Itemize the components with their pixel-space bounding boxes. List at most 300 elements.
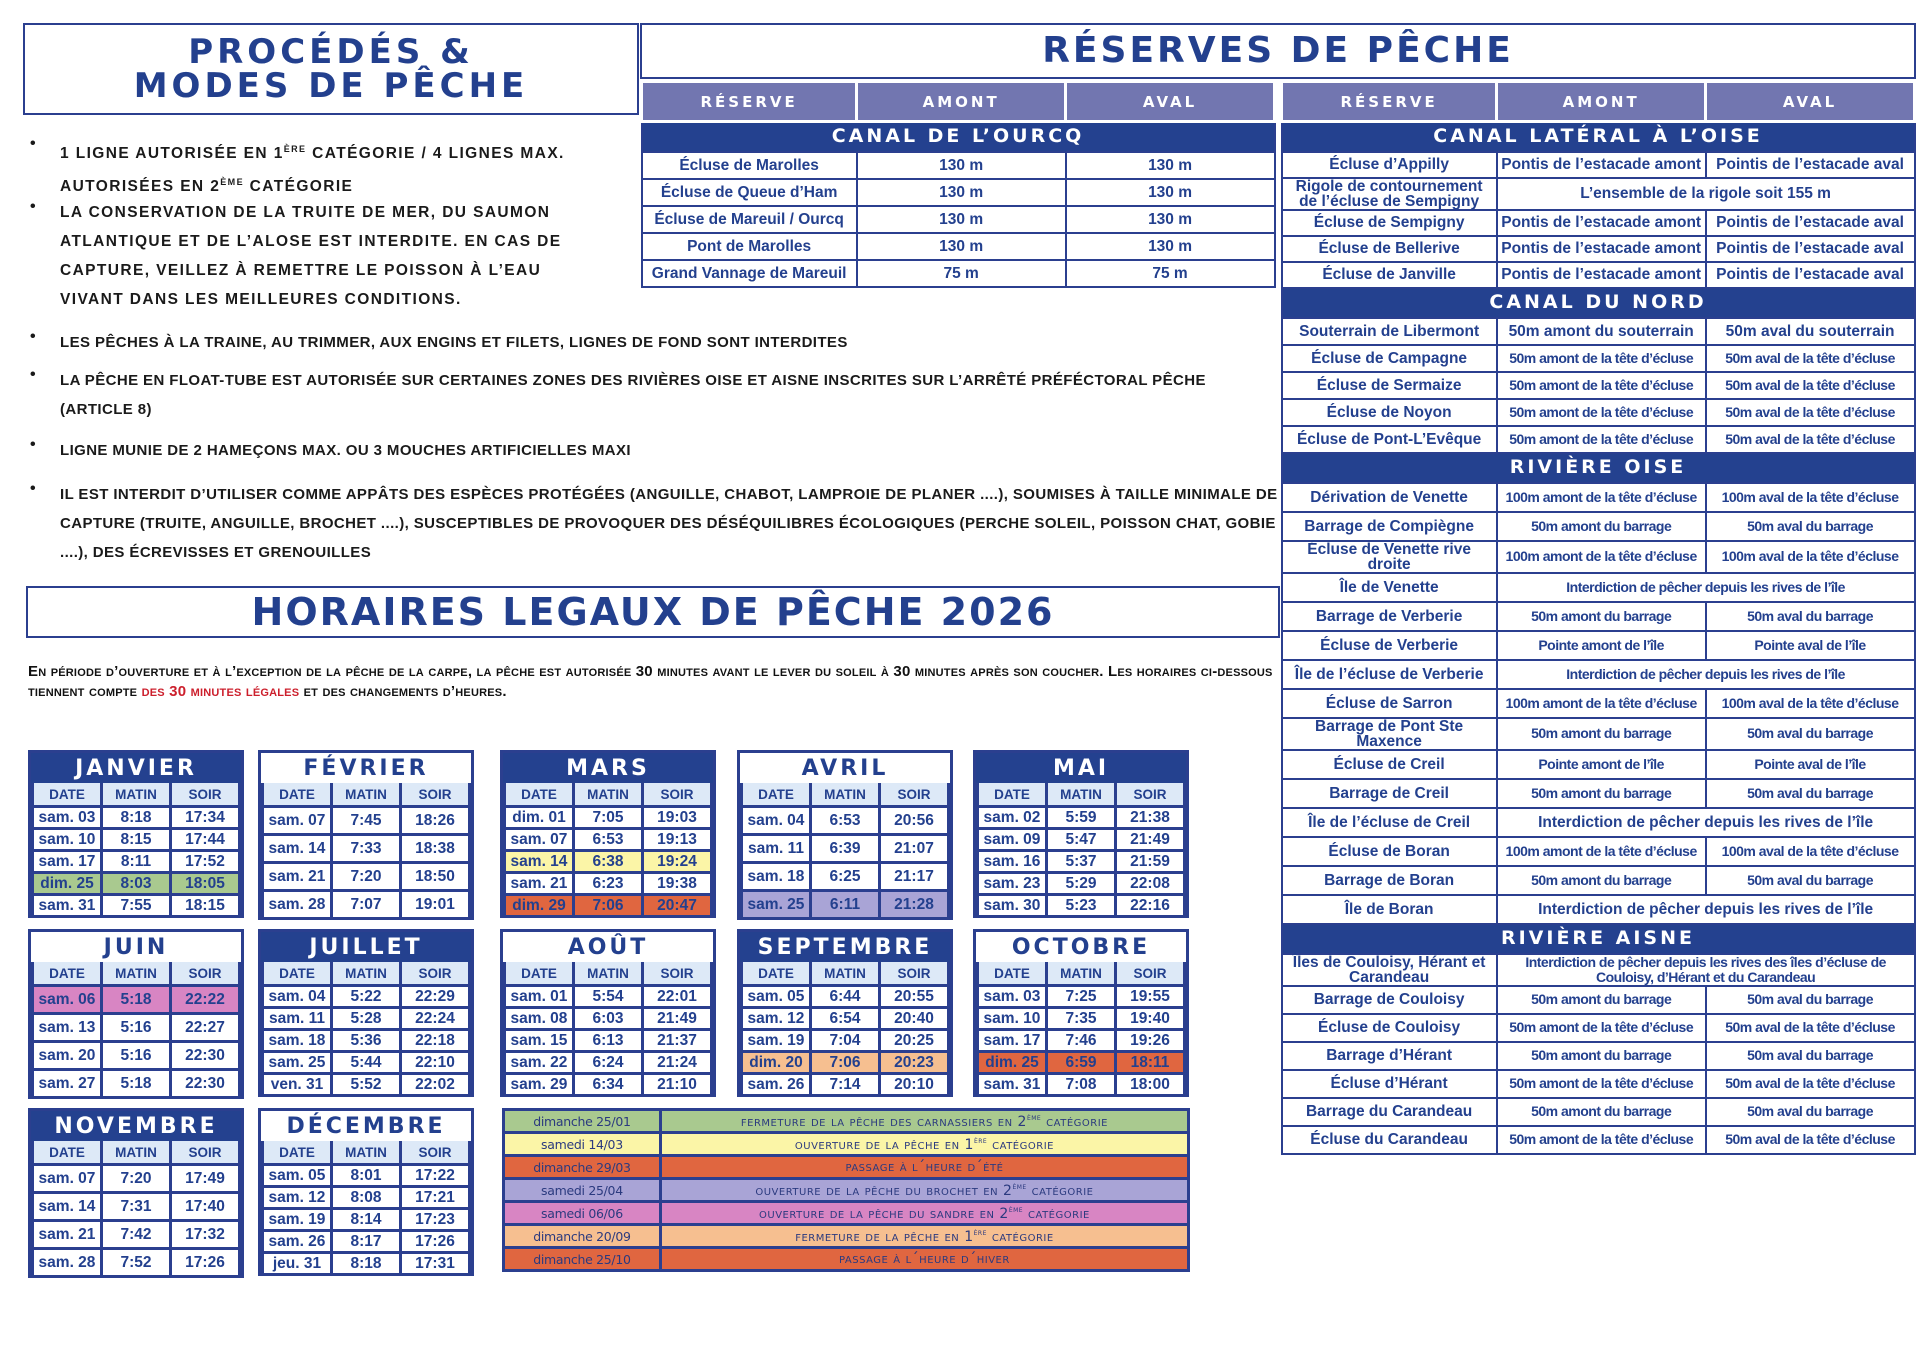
month-name: AOÛT xyxy=(503,932,713,962)
reserve-amont: 50m amont du barrage xyxy=(1497,986,1706,1014)
time-row xyxy=(506,1075,710,1094)
reserve-amont: 50m amont de la tête d’écluse xyxy=(1497,345,1706,372)
rule-text: LA CONSERVATION DE LA TRUITE DE MER, DU SAUMON ATLANTIQUE ET DE L’ALOSE EST INTERDITE. EN CAS DE CAPTURE, VEILLEZ À REMETTRE LE POISSON À L’EAU VIVANT DANS LES MEILLEURES CONDITIONS. xyxy=(60,204,562,308)
time-row xyxy=(34,896,238,915)
cell-matin: 6:25 xyxy=(812,864,878,889)
reserve-aval: 50m aval de la tête d’écluse xyxy=(1706,426,1915,453)
col-header-date: DATE xyxy=(506,962,572,984)
reserve-aval: 100m aval de la tête d’écluse xyxy=(1706,837,1915,866)
reserve-aval: 50m aval de la tête d’écluse xyxy=(1706,372,1915,399)
reserve-row xyxy=(1282,512,1915,541)
cell-date: sam. 04 xyxy=(264,987,330,1006)
rule-text: LIGNE MUNIE DE 2 HAMEÇONS MAX. OU 3 MOUCHES ARTIFICIELLES MAXI xyxy=(60,442,631,459)
cell-date: sam. 03 xyxy=(34,808,100,827)
reserve-extent: Interdiction de pêcher depuis les rives des îles d’écluse de Couloisy, d’Hérant et du Carandeau xyxy=(1497,954,1915,986)
cell-matin: 8:08 xyxy=(333,1188,399,1207)
reserve-amont: 50m amont du barrage xyxy=(1497,718,1706,750)
col-header-matin: MATIN xyxy=(103,1141,169,1163)
col-header-date: DATE xyxy=(264,1141,330,1163)
month-header-row xyxy=(506,783,710,805)
reserve-row xyxy=(1282,1014,1915,1042)
reserve-row xyxy=(1282,483,1915,512)
reserve-amont: Pointe amont de l’île xyxy=(1497,631,1706,660)
reserve-amont: 100m amont de la tête d’écluse xyxy=(1497,837,1706,866)
cell-matin: 8:18 xyxy=(103,808,169,827)
reserve-name: Barrage de Verberie xyxy=(1282,602,1497,631)
cell-soir: 17:26 xyxy=(172,1250,238,1275)
cell-date: sam. 25 xyxy=(743,892,809,917)
cell-matin: 8:14 xyxy=(333,1210,399,1229)
cell-date: sam. 17 xyxy=(979,1031,1045,1050)
cell-date: sam. 31 xyxy=(34,896,100,915)
reserve-amont: 50m amont de la tête d’écluse xyxy=(1497,1014,1706,1042)
reserve-aval: 75 m xyxy=(1066,260,1275,287)
time-row xyxy=(506,852,710,871)
reserve-name: Écluse de Sermaize xyxy=(1282,372,1497,399)
event-date: dimanche 25/01 xyxy=(505,1111,662,1131)
reserve-name: Dérivation de Venette xyxy=(1282,483,1497,512)
col-header-matin: MATIN xyxy=(333,962,399,984)
cell-date: sam. 07 xyxy=(506,830,572,849)
cell-soir: 18:15 xyxy=(172,896,238,915)
cell-soir: 19:01 xyxy=(402,892,468,917)
cell-date: sam. 07 xyxy=(34,1166,100,1191)
time-row xyxy=(506,830,710,849)
cell-matin: 8:01 xyxy=(333,1166,399,1185)
time-row xyxy=(979,1075,1183,1094)
cell-date: sam. 10 xyxy=(979,1009,1045,1028)
reserve-aval: 50m aval du barrage xyxy=(1706,602,1915,631)
cell-soir: 19:24 xyxy=(644,852,710,871)
reserve-name: Écluse de Verberie xyxy=(1282,631,1497,660)
cell-soir: 22:22 xyxy=(172,987,238,1012)
reserve-name: Pont de Marolles xyxy=(642,233,857,260)
reserve-extent: Interdiction de pêcher depuis les rives de l’île xyxy=(1497,573,1915,602)
cell-matin: 5:22 xyxy=(333,987,399,1006)
reserves-title: RÉSERVES DE PÊCHE xyxy=(1042,30,1514,71)
cell-matin: 7:55 xyxy=(103,896,169,915)
cell-matin: 5:36 xyxy=(333,1031,399,1050)
reserve-aval: 50m aval de la tête d’écluse xyxy=(1706,1014,1915,1042)
time-row xyxy=(979,1031,1183,1050)
reserve-aval: 100m aval de la tête d’écluse xyxy=(1706,483,1915,512)
cell-soir: 20:47 xyxy=(644,896,710,915)
reserve-name: Écluse de Sarron xyxy=(1282,689,1497,718)
cell-date: ven. 31 xyxy=(264,1075,330,1094)
event-date: dimanche 20/09 xyxy=(505,1226,662,1246)
time-row xyxy=(264,836,468,861)
month-table xyxy=(973,750,1189,918)
event-row xyxy=(505,1111,1187,1131)
reserve-name: Écluse de Pont-L’Evêque xyxy=(1282,426,1497,453)
cell-date: sam. 07 xyxy=(264,808,330,833)
reserve-aval: 50m aval du barrage xyxy=(1706,779,1915,808)
time-row xyxy=(979,874,1183,893)
reserve-amont: 50m amont de la tête d’écluse xyxy=(1497,399,1706,426)
reserve-name: Écluse du Carandeau xyxy=(1282,1126,1497,1154)
reserve-row xyxy=(1282,236,1915,262)
reserve-name: Écluse de Mareuil / Ourcq xyxy=(642,206,857,233)
reserve-name: Écluse de Couloisy xyxy=(1282,1014,1497,1042)
procedes-title xyxy=(133,32,529,106)
cell-soir: 17:40 xyxy=(172,1194,238,1219)
reserve-aval: 50m aval de la tête d’écluse xyxy=(1706,1070,1915,1098)
reserve-extent: Interdiction de pêcher depuis les rives de l’île xyxy=(1497,895,1915,924)
cell-soir: 17:49 xyxy=(172,1166,238,1191)
event-row xyxy=(505,1203,1187,1223)
cell-date: sam. 11 xyxy=(264,1009,330,1028)
reserve-amont: 50m amont de la tête d’écluse xyxy=(1497,372,1706,399)
cell-date: sam. 12 xyxy=(743,1009,809,1028)
reserve-row xyxy=(1282,660,1915,689)
reserve-aval: 130 m xyxy=(1066,233,1275,260)
month-name: OCTOBRE xyxy=(976,932,1186,962)
cell-matin: 6:34 xyxy=(575,1075,641,1094)
reserve-name: Grand Vannage de Mareuil xyxy=(642,260,857,287)
col-header-matin: MATIN xyxy=(812,962,878,984)
cell-matin: 6:53 xyxy=(812,808,878,833)
rule-item xyxy=(30,328,1280,357)
cell-soir: 18:26 xyxy=(402,808,468,833)
cell-matin: 7:25 xyxy=(1048,987,1114,1006)
cell-matin: 5:29 xyxy=(1048,874,1114,893)
time-row xyxy=(264,808,468,833)
event-label: fermeture de la pêche des carnassiers en 2ème catégorie xyxy=(662,1111,1187,1131)
reserve-amont: Pointe amont de l’île xyxy=(1497,750,1706,779)
reserves-table-right xyxy=(1280,80,1916,1155)
reserve-amont: 50m amont du barrage xyxy=(1497,1042,1706,1070)
time-row xyxy=(264,864,468,889)
time-row xyxy=(264,1210,468,1229)
cell-matin: 7:33 xyxy=(333,836,399,861)
month-table xyxy=(737,929,953,1097)
col-header-date: DATE xyxy=(743,962,809,984)
reserve-row xyxy=(1282,602,1915,631)
cell-matin: 7:06 xyxy=(812,1053,878,1072)
cell-soir: 21:38 xyxy=(1117,808,1183,827)
month-table xyxy=(973,929,1189,1097)
reserve-name: Îles de Couloisy, Hérant et Carandeau xyxy=(1282,954,1497,986)
cell-date: sam. 18 xyxy=(264,1031,330,1050)
time-row xyxy=(34,1250,238,1275)
cell-matin: 5:28 xyxy=(333,1009,399,1028)
time-row xyxy=(979,896,1183,915)
cell-soir: 17:23 xyxy=(402,1210,468,1229)
reserve-row xyxy=(1282,718,1915,750)
reserve-row xyxy=(1282,178,1915,210)
cell-date: sam. 19 xyxy=(264,1210,330,1229)
cell-matin: 7:20 xyxy=(103,1166,169,1191)
reserve-amont: 130 m xyxy=(857,179,1066,206)
cell-matin: 5:44 xyxy=(333,1053,399,1072)
cell-date: sam. 08 xyxy=(506,1009,572,1028)
month-header-row xyxy=(743,962,947,984)
cell-date: dim. 29 xyxy=(506,896,572,915)
reserve-aval: 100m aval de la tête d’écluse xyxy=(1706,541,1915,573)
reserve-row xyxy=(642,206,1275,233)
reserve-extent: Interdiction de pêcher depuis les rives de l’île xyxy=(1497,660,1915,689)
reserve-row xyxy=(1282,541,1915,573)
reserve-row xyxy=(1282,895,1915,924)
time-row xyxy=(34,987,238,1012)
reserve-amont: 100m amont de la tête d’écluse xyxy=(1497,541,1706,573)
month-name: AVRIL xyxy=(740,753,950,783)
cell-matin: 7:31 xyxy=(103,1194,169,1219)
col-header-aval: AVAL xyxy=(1066,82,1275,122)
procedes-title-line2: MODES DE PÊCHE xyxy=(133,66,529,106)
cell-soir: 21:24 xyxy=(644,1053,710,1072)
month-name: JUIN xyxy=(31,932,241,962)
event-date: samedi 06/06 xyxy=(505,1203,662,1223)
month-header-row xyxy=(264,962,468,984)
time-row xyxy=(264,1232,468,1251)
reserve-row xyxy=(1282,689,1915,718)
col-header-soir: SOIR xyxy=(1117,962,1183,984)
reserve-name: Barrage du Carandeau xyxy=(1282,1098,1497,1126)
cell-matin: 5:18 xyxy=(103,1071,169,1096)
event-label: fermeture de la pêche en 1ère catégorie xyxy=(662,1226,1187,1246)
cell-soir: 18:50 xyxy=(402,864,468,889)
time-row xyxy=(979,852,1183,871)
cell-date: sam. 03 xyxy=(979,987,1045,1006)
cell-date: sam. 16 xyxy=(979,852,1045,871)
reserve-aval: Pointis de l’estacade aval xyxy=(1706,210,1915,236)
cell-matin: 6:38 xyxy=(575,852,641,871)
col-header-date: DATE xyxy=(979,783,1045,805)
time-row xyxy=(264,1009,468,1028)
cell-matin: 7:52 xyxy=(103,1250,169,1275)
reserve-aval: 50m aval du souterrain xyxy=(1706,318,1915,345)
cell-soir: 17:21 xyxy=(402,1188,468,1207)
rule-item xyxy=(30,480,1280,567)
rule-text: 1 LIGNE AUTORISÉE EN 1ÈRE CATÉGORIE / 4 LIGNES MAX. AUTORISÉES EN 2ÈME CATÉGORIE xyxy=(60,144,565,195)
reserve-aval: Pointis de l’estacade aval xyxy=(1706,262,1915,288)
reserve-name: Rigole de contournement de l’écluse de Sempigny xyxy=(1282,178,1497,210)
reserve-name: Barrage de Compiègne xyxy=(1282,512,1497,541)
reserve-aval: 50m aval de la tête d’écluse xyxy=(1706,399,1915,426)
procedes-title-box xyxy=(23,23,639,115)
col-header-soir: SOIR xyxy=(402,783,468,805)
col-header-matin: MATIN xyxy=(1048,962,1114,984)
reserve-row xyxy=(1282,318,1915,345)
month-header-row xyxy=(979,783,1183,805)
cell-soir: 21:10 xyxy=(644,1075,710,1094)
cell-date: sam. 02 xyxy=(979,808,1045,827)
time-row xyxy=(743,892,947,917)
bullet-icon: • xyxy=(30,198,36,215)
cell-matin: 7:08 xyxy=(1048,1075,1114,1094)
time-row xyxy=(743,1009,947,1028)
cell-matin: 6:23 xyxy=(575,874,641,893)
cell-date: sam. 26 xyxy=(743,1075,809,1094)
cell-soir: 20:23 xyxy=(881,1053,947,1072)
cell-matin: 6:39 xyxy=(812,836,878,861)
cell-matin: 6:03 xyxy=(575,1009,641,1028)
month-header-row xyxy=(34,1141,238,1163)
cell-matin: 7:35 xyxy=(1048,1009,1114,1028)
cell-date: sam. 06 xyxy=(34,987,100,1012)
reserve-aval: 50m aval du barrage xyxy=(1706,1098,1915,1126)
cell-matin: 7:04 xyxy=(812,1031,878,1050)
col-header-matin: MATIN xyxy=(103,962,169,984)
cell-soir: 20:55 xyxy=(881,987,947,1006)
time-row xyxy=(34,1194,238,1219)
cell-soir: 21:49 xyxy=(644,1009,710,1028)
horaires-intro: En période d’ouverture et à l’exception de la pêche de la carpe, la pêche est autorisée 30 minutes avant le lever du soleil à 30 minutes après son coucher. Les horaires ci-dessous tiennent compte des 30 minutes légales et des changements d’heures. xyxy=(28,663,1273,700)
cell-matin: 7:05 xyxy=(575,808,641,827)
cell-date: sam. 15 xyxy=(506,1031,572,1050)
rule-text: LA PÊCHE EN FLOAT-TUBE EST AUTORISÉE SUR CERTAINES ZONES DES RIVIÈRES OISE ET AISNE INSCRITES SUR L’ARRÊTÉ PRÉFÉCTORAL PÊCHE (ARTICLE 8) xyxy=(60,372,1206,418)
reserve-name: Écluse de Queue d’Ham xyxy=(642,179,857,206)
reserve-aval: Pointis de l’estacade aval xyxy=(1706,152,1915,178)
col-header-matin: MATIN xyxy=(812,783,878,805)
time-row xyxy=(743,836,947,861)
rule-text: IL EST INTERDIT D’UTILISER COMME APPÂTS DES ESPÈCES PROTÉGÉES (ANGUILLE, CHABOT, LAMPROIE DE PLANER ....), SOUMISES À TAILLE MINIMALE DE CAPTURE (TRUITE, ANGUILLE, BROCHET ....), SUSCEPTIBLES DE PROVOQUER DES DÉSÉQUILIBRES ÉCOLOGIQUES (PERCHE SOLEIL, POISSON CHAT, GOBIE ....), DES ÉCREVISSES ET GRENOUILLES xyxy=(60,486,1278,561)
month-name: FÉVRIER xyxy=(261,753,471,783)
section-header: RIVIÈRE AISNE xyxy=(1282,924,1915,954)
cell-date: dim. 25 xyxy=(34,874,100,893)
event-label: passage à l´heure d´été xyxy=(662,1157,1187,1177)
reserve-aval: 50m aval de la tête d’écluse xyxy=(1706,345,1915,372)
month-table xyxy=(258,929,474,1097)
cell-matin: 6:53 xyxy=(575,830,641,849)
reserve-row xyxy=(642,152,1275,179)
reserve-name: Barrage de Boran xyxy=(1282,866,1497,895)
col-header-aval: AVAL xyxy=(1706,82,1915,122)
section-header: CANAL LATÉRAL À L’OISE xyxy=(1282,122,1915,152)
reserve-extent: L’ensemble de la rigole soit 155 m xyxy=(1497,178,1915,210)
cell-soir: 22:27 xyxy=(172,1015,238,1040)
cell-date: sam. 05 xyxy=(264,1166,330,1185)
time-row xyxy=(506,1009,710,1028)
col-header-date: DATE xyxy=(743,783,809,805)
cell-date: sam. 21 xyxy=(264,864,330,889)
cell-soir: 20:40 xyxy=(881,1009,947,1028)
reserve-row xyxy=(1282,573,1915,602)
reserve-aval: 100m aval de la tête d’écluse xyxy=(1706,689,1915,718)
reserve-row xyxy=(1282,1098,1915,1126)
cell-date: dim. 25 xyxy=(979,1053,1045,1072)
reserve-row xyxy=(1282,779,1915,808)
cell-soir: 22:24 xyxy=(402,1009,468,1028)
reserve-amont: 50m amont du barrage xyxy=(1497,512,1706,541)
cell-matin: 7:42 xyxy=(103,1222,169,1247)
reserve-amont: Pontis de l’estacade amont xyxy=(1497,262,1706,288)
reserve-row xyxy=(1282,152,1915,178)
section-header: CANAL DU NORD xyxy=(1282,288,1915,318)
month-name: NOVEMBRE xyxy=(31,1111,241,1141)
cell-date: sam. 30 xyxy=(979,896,1045,915)
reserve-row xyxy=(1282,954,1915,986)
reserve-name: Barrage de Creil xyxy=(1282,779,1497,808)
month-table xyxy=(737,750,953,920)
cell-soir: 19:03 xyxy=(644,808,710,827)
reserve-aval: Pointe aval de l’île xyxy=(1706,631,1915,660)
col-header-matin: MATIN xyxy=(333,1141,399,1163)
cell-matin: 7:46 xyxy=(1048,1031,1114,1050)
reserve-amont: 75 m xyxy=(857,260,1066,287)
col-header-reserve: RÉSERVE xyxy=(642,82,857,122)
cell-date: sam. 09 xyxy=(979,830,1045,849)
reserve-aval: 50m aval du barrage xyxy=(1706,986,1915,1014)
reserves-table-left xyxy=(640,80,1276,288)
cell-soir: 20:56 xyxy=(881,808,947,833)
reserve-name: Écluse de Venette rive droite xyxy=(1282,541,1497,573)
reserve-name: Écluse d’Hérant xyxy=(1282,1070,1497,1098)
time-row xyxy=(743,1075,947,1094)
cell-soir: 18:11 xyxy=(1117,1053,1183,1072)
intro-highlight: des 30 minutes légales xyxy=(141,683,300,700)
month-header-row xyxy=(743,783,947,805)
cell-soir: 17:32 xyxy=(172,1222,238,1247)
cell-date: sam. 20 xyxy=(34,1043,100,1068)
reserve-row xyxy=(1282,866,1915,895)
cell-soir: 21:37 xyxy=(644,1031,710,1050)
reserves-title-box xyxy=(640,23,1916,79)
section-row xyxy=(1282,453,1915,483)
reserve-row xyxy=(1282,986,1915,1014)
cell-date: sam. 01 xyxy=(506,987,572,1006)
reserve-name: Barrage d’Hérant xyxy=(1282,1042,1497,1070)
col-header-date: DATE xyxy=(264,962,330,984)
reserve-name: Écluse de Marolles xyxy=(642,152,857,179)
time-row xyxy=(264,1188,468,1207)
bullet-icon: • xyxy=(30,328,36,345)
reserve-aval: Pointis de l’estacade aval xyxy=(1706,236,1915,262)
cell-soir: 17:26 xyxy=(402,1232,468,1251)
rule-text: LES PÊCHES À LA TRAINE, AU TRIMMER, AUX ENGINS ET FILETS, LIGNES DE FOND SONT INTERDITES xyxy=(60,334,848,351)
time-row xyxy=(506,1053,710,1072)
reserve-row xyxy=(1282,426,1915,453)
col-header-date: DATE xyxy=(34,1141,100,1163)
cell-date: dim. 20 xyxy=(743,1053,809,1072)
cell-soir: 20:25 xyxy=(881,1031,947,1050)
reserve-name: Île de Boran xyxy=(1282,895,1497,924)
cell-soir: 22:02 xyxy=(402,1075,468,1094)
cell-date: sam. 22 xyxy=(506,1053,572,1072)
section-header: RIVIÈRE OISE xyxy=(1282,453,1915,483)
time-row xyxy=(34,1071,238,1096)
cell-date: sam. 29 xyxy=(506,1075,572,1094)
time-row xyxy=(743,1031,947,1050)
col-header-matin: MATIN xyxy=(103,783,169,805)
month-name: MAI xyxy=(976,753,1186,783)
col-header-soir: SOIR xyxy=(881,783,947,805)
reserve-amont: Pontis de l’estacade amont xyxy=(1497,236,1706,262)
reserves-header-row xyxy=(642,82,1275,122)
cell-matin: 6:24 xyxy=(575,1053,641,1072)
time-row xyxy=(34,1015,238,1040)
reserve-row xyxy=(642,233,1275,260)
event-date: dimanche 25/10 xyxy=(505,1249,662,1269)
month-table xyxy=(28,929,244,1099)
time-row xyxy=(34,874,238,893)
rule-item xyxy=(30,135,590,201)
col-header-matin: MATIN xyxy=(1048,783,1114,805)
month-header-row xyxy=(264,783,468,805)
col-header-soir: SOIR xyxy=(1117,783,1183,805)
time-row xyxy=(979,987,1183,1006)
month-header-row xyxy=(264,1141,468,1163)
col-header-date: DATE xyxy=(34,962,100,984)
cell-matin: 7:14 xyxy=(812,1075,878,1094)
cell-soir: 19:55 xyxy=(1117,987,1183,1006)
month-name: SEPTEMBRE xyxy=(740,932,950,962)
time-row xyxy=(34,830,238,849)
cell-date: sam. 12 xyxy=(264,1188,330,1207)
event-label: ouverture de la pêche du brochet en 2ème catégorie xyxy=(662,1180,1187,1200)
rule-item xyxy=(30,436,1280,465)
